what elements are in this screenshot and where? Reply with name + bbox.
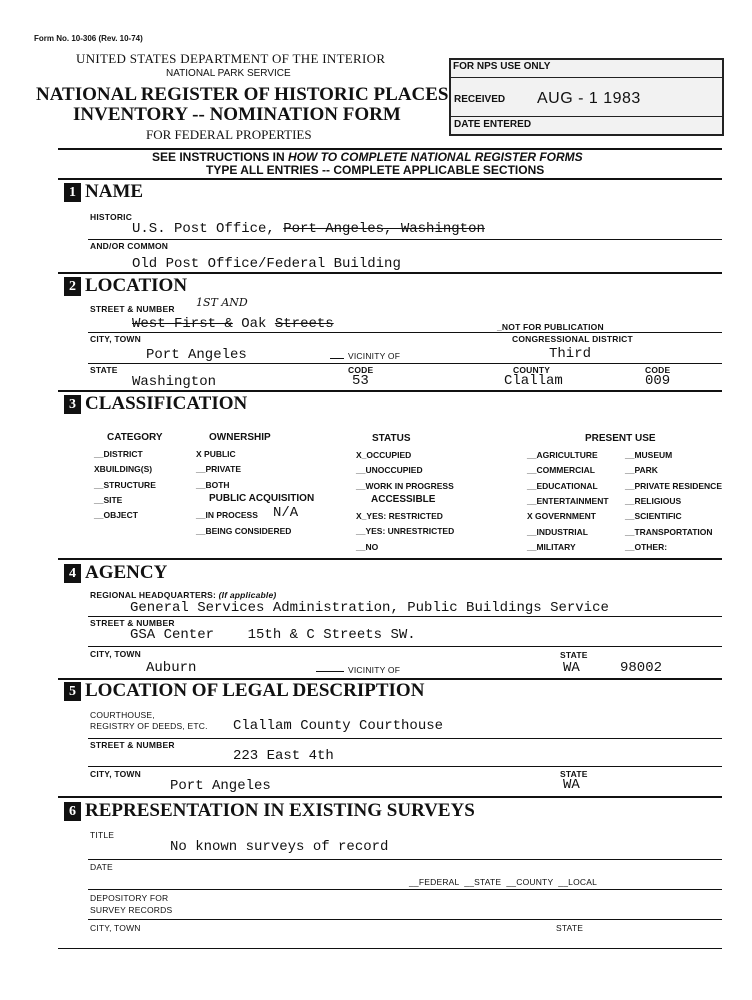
nps-box-title: FOR NPS USE ONLY <box>453 61 551 72</box>
date-entered-label: DATE ENTERED <box>454 119 532 130</box>
present-use-option: __TRANSPORTATION <box>625 527 713 537</box>
present-use-option: __PARK <box>625 465 658 475</box>
ownership-option: __BOTH <box>196 480 230 490</box>
present-use-header: PRESENT USE <box>585 433 656 444</box>
survey-city-label: CITY, TOWN <box>90 923 141 933</box>
present-use-option: __COMMERCIAL <box>527 465 596 475</box>
department-name: UNITED STATES DEPARTMENT OF THE INTERIOR <box>76 51 386 66</box>
form-number: Form No. 10-306 (Rev. 10-74) <box>34 34 143 43</box>
courthouse-city-label: CITY, TOWN <box>90 769 141 779</box>
state-field: Washington <box>132 374 217 390</box>
acquisition-option: __BEING CONSIDERED <box>196 526 292 536</box>
present-use-option: __MILITARY <box>527 542 576 552</box>
agency-city-label: CITY, TOWN <box>90 649 141 659</box>
regional-hq-field: General Services Administration, Public Buildings Service <box>130 600 609 616</box>
agency-state-label: STATE <box>560 650 588 660</box>
survey-level-options: __FEDERAL __STATE __COUNTY __LOCAL <box>409 877 598 887</box>
courthouse-state-label: STATE <box>560 769 588 779</box>
congressional-district-label: CONGRESSIONAL DISTRICT <box>512 334 633 344</box>
accessible-option: __NO <box>356 542 379 552</box>
county-code-label: CODE <box>645 365 671 375</box>
city-field: Port Angeles <box>146 347 247 363</box>
service-name: NATIONAL PARK SERVICE <box>166 68 291 79</box>
common-name-field: Old Post Office/Federal Building <box>132 256 401 272</box>
courthouse-state-field: WA <box>563 777 580 793</box>
category-option: __OBJECT <box>94 510 138 520</box>
form-subtitle: FOR FEDERAL PROPERTIES <box>146 127 312 142</box>
city-town-label: CITY, TOWN <box>90 334 141 344</box>
present-use-option: __AGRICULTURE <box>527 450 598 460</box>
category-option: XBUILDING(S) <box>94 464 153 474</box>
congressional-district-field: Third <box>549 346 592 362</box>
courthouse-street-field: 223 East 4th <box>233 748 334 764</box>
status-header: STATUS <box>372 433 411 444</box>
agency-state-field: WA <box>563 660 580 676</box>
present-use-option: __ENTERTAINMENT <box>527 496 609 506</box>
present-use-option: X GOVERNMENT <box>527 511 596 521</box>
depository-label: DEPOSITORY FOR <box>90 893 169 903</box>
instructions-line2: TYPE ALL ENTRIES -- COMPLETE APPLICABLE SECTIONS <box>206 163 545 177</box>
section-2-header: 2 LOCATION <box>64 275 187 297</box>
ownership-header: OWNERSHIP <box>209 432 271 443</box>
agency-street-field: GSA Center 15th & C Streets SW. <box>130 627 416 643</box>
survey-title-label: TITLE <box>90 830 115 840</box>
category-option: __DISTRICT <box>94 449 143 459</box>
nps-use-box <box>449 58 724 136</box>
accessible-option: X_YES: RESTRICTED <box>356 511 443 521</box>
street-number-field: West First & Oak Streets <box>132 316 334 332</box>
accessible-header: ACCESSIBLE <box>371 494 436 505</box>
section-1-header: 1 NAME <box>64 181 143 203</box>
category-option: __SITE <box>94 495 123 505</box>
section-5-header: 5 LOCATION OF LEGAL DESCRIPTION <box>64 680 424 702</box>
form-title-line1: NATIONAL REGISTER OF HISTORIC PLACES <box>36 84 449 105</box>
survey-state-label: STATE <box>556 923 584 933</box>
acquisition-option: __IN PROCESS <box>196 510 258 520</box>
agency-vicinity-label: VICINITY OF <box>348 665 401 675</box>
public-acquisition-header: PUBLIC ACQUISITION <box>209 493 315 504</box>
agency-city-field: Auburn <box>146 660 197 676</box>
historic-label: HISTORIC <box>90 212 133 222</box>
street-number-label: STREET & NUMBER <box>90 304 175 314</box>
present-use-option: __SCIENTIFIC <box>625 511 682 521</box>
category-header: CATEGORY <box>107 432 163 443</box>
agency-zip-field: 98002 <box>620 660 663 676</box>
present-use-option: __PRIVATE RESIDENCE <box>625 481 722 491</box>
courthouse-field: Clallam County Courthouse <box>233 718 444 734</box>
present-use-option: __EDUCATIONAL <box>527 481 598 491</box>
county-field: Clallam <box>504 373 563 389</box>
survey-date-label: DATE <box>90 862 113 872</box>
present-use-option: __MUSEUM <box>625 450 673 460</box>
not-for-publication-label: _NOT FOR PUBLICATION <box>497 322 604 332</box>
present-use-option: __INDUSTRIAL <box>527 527 588 537</box>
agency-street-label: STREET & NUMBER <box>90 618 175 628</box>
accessible-option: __YES: UNRESTRICTED <box>356 526 455 536</box>
county-label: COUNTY <box>513 365 551 375</box>
registry-label: REGISTRY OF DEEDS, ETC. <box>90 721 208 731</box>
section-6-header: 6 REPRESENTATION IN EXISTING SURVEYS <box>64 800 475 822</box>
county-code-field: 009 <box>645 373 671 389</box>
section-4-header: 4 AGENCY <box>64 562 167 584</box>
survey-title-field: No known surveys of record <box>170 839 389 855</box>
state-code-field: 53 <box>352 373 369 389</box>
acquisition-value: N/A <box>273 505 299 521</box>
code-label: CODE <box>348 365 374 375</box>
status-option: X_OCCUPIED <box>356 450 412 460</box>
survey-records-label: SURVEY RECORDS <box>90 905 173 915</box>
received-stamp: AUG - 1 1983 <box>537 90 641 107</box>
historic-name-field: U.S. Post Office, Port Angeles, Washington <box>132 221 485 237</box>
present-use-option: __RELIGIOUS <box>625 496 682 506</box>
received-label: RECEIVED <box>454 94 506 105</box>
category-option: __STRUCTURE <box>94 480 156 490</box>
section-3-header: 3 CLASSIFICATION <box>64 393 247 415</box>
instructions-line1: SEE INSTRUCTIONS IN HOW TO COMPLETE NATIONAL REGISTER FORMS <box>152 150 583 164</box>
regional-hq-label: REGIONAL HEADQUARTERS: (If applicable) <box>90 590 277 600</box>
courthouse-city-field: Port Angeles <box>170 778 271 794</box>
courthouse-street-label: STREET & NUMBER <box>90 740 175 750</box>
status-option: __WORK IN PROGRESS <box>356 481 454 491</box>
status-option: __UNOCCUPIED <box>356 465 423 475</box>
common-name-label: AND/OR COMMON <box>90 241 169 251</box>
vicinity-label: VICINITY OF <box>348 351 401 361</box>
courthouse-label: COURTHOUSE, <box>90 710 155 720</box>
street-handwritten-note: 1ST AND <box>196 296 248 309</box>
ownership-option: __PRIVATE <box>196 464 242 474</box>
present-use-option: __OTHER: <box>625 542 668 552</box>
form-title-line2: INVENTORY -- NOMINATION FORM <box>73 104 401 125</box>
state-label: STATE <box>90 365 118 375</box>
ownership-option: X PUBLIC <box>196 449 236 459</box>
